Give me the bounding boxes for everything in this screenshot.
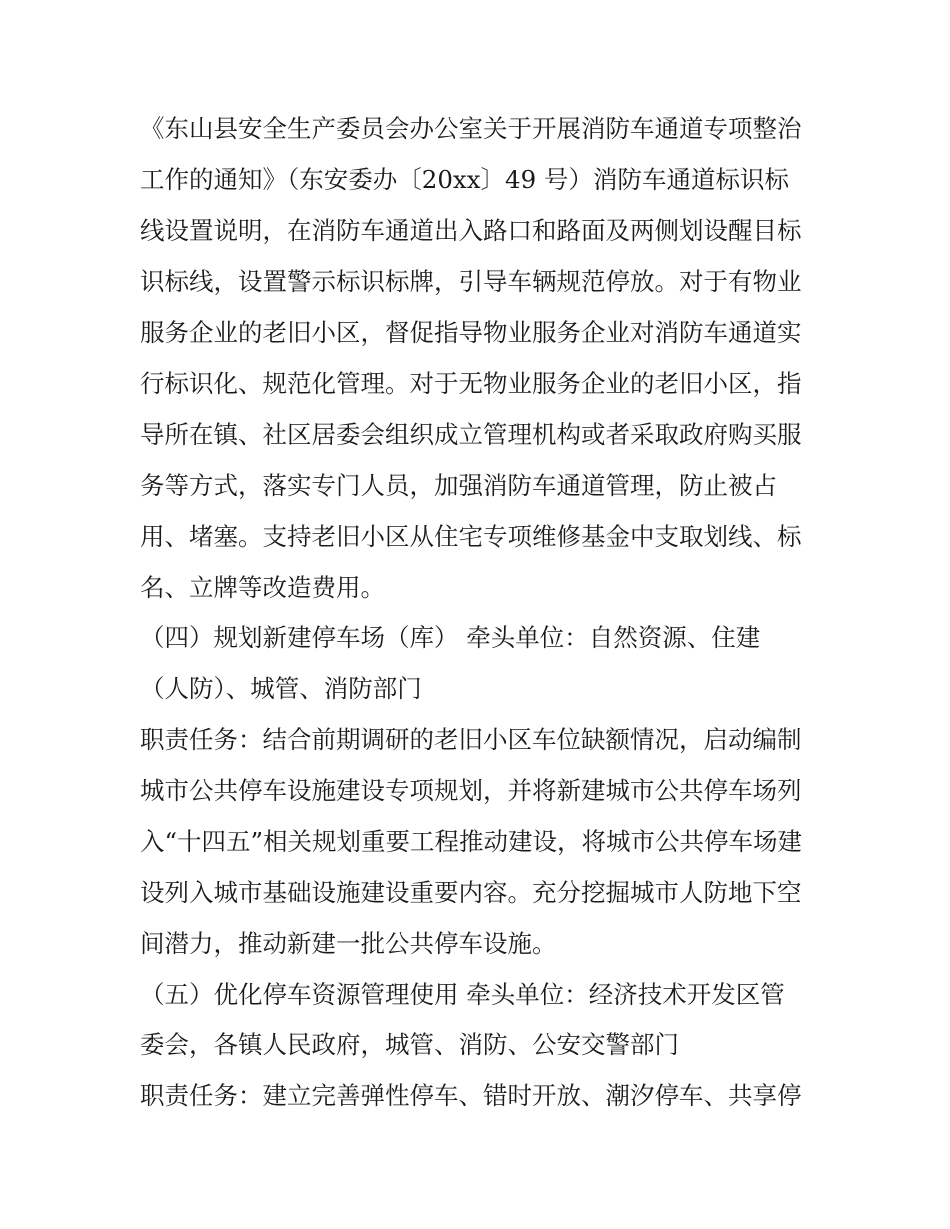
duty-line-4: 设列入城市基础设施建设重要内容。充分挖掘城市人防地下空 [140, 878, 802, 907]
text-line-10: 名、立牌等改造费用。 [140, 573, 385, 602]
text-line-6: 行标识化、规范化管理。对于无物业服务企业的老旧小区，指 [140, 369, 802, 398]
duty-line-1: 职责任务：结合前期调研的老旧小区车位缺额情况，启动编制 [140, 725, 802, 754]
section-heading-5: （五）优化停车资源管理使用 牵头单位：经济技术开发区管 [140, 980, 785, 1009]
text-line-2: 工作的通知》（东安委办〔20xx〕49 号）消防车通道标识标 [140, 165, 790, 194]
text-line-3: 线设置说明，在消防车通道出入路口和路面及两侧划设醒目标 [140, 216, 802, 245]
duty-line-3: 入“十四五”相关规划重要工程推动建设，将城市公共停车场建 [140, 827, 803, 856]
text-line-1: 《东山县安全生产委员会办公室关于开展消防车通道专项整治 [140, 114, 802, 143]
text-line-4: 识标线，设置警示标识标牌，引导车辆规范停放。对于有物业 [140, 267, 802, 296]
section-heading-4: （四）规划新建停车场（库） 牵头单位：自然资源、住建 [140, 623, 761, 652]
section-heading-4-cont: （人防）、城管、消防部门 [140, 674, 422, 703]
duty-line-5: 间潜力，推动新建一批公共停车设施。 [140, 929, 557, 958]
text-line-8: 务等方式，落实专门人员，加强消防车通道管理，防止被占 [140, 471, 777, 500]
text-line-5: 服务企业的老旧小区，督促指导物业服务企业对消防车通道实 [140, 318, 802, 347]
section-heading-5-cont: 委会，各镇人民政府，城管、消防、公安交警部门 [140, 1030, 679, 1059]
text-line-7: 导所在镇、社区居委会组织成立管理机构或者采取政府购买服 [140, 420, 802, 449]
text-line-9: 用、堵塞。支持老旧小区从住宅专项维修基金中支取划线、标 [140, 522, 802, 551]
duty-line-6: 职责任务：建立完善弹性停车、错时开放、潮汐停车、共享停 [140, 1081, 802, 1110]
duty-line-2: 城市公共停车设施建设专项规划，并将新建城市公共停车场列 [140, 776, 802, 805]
